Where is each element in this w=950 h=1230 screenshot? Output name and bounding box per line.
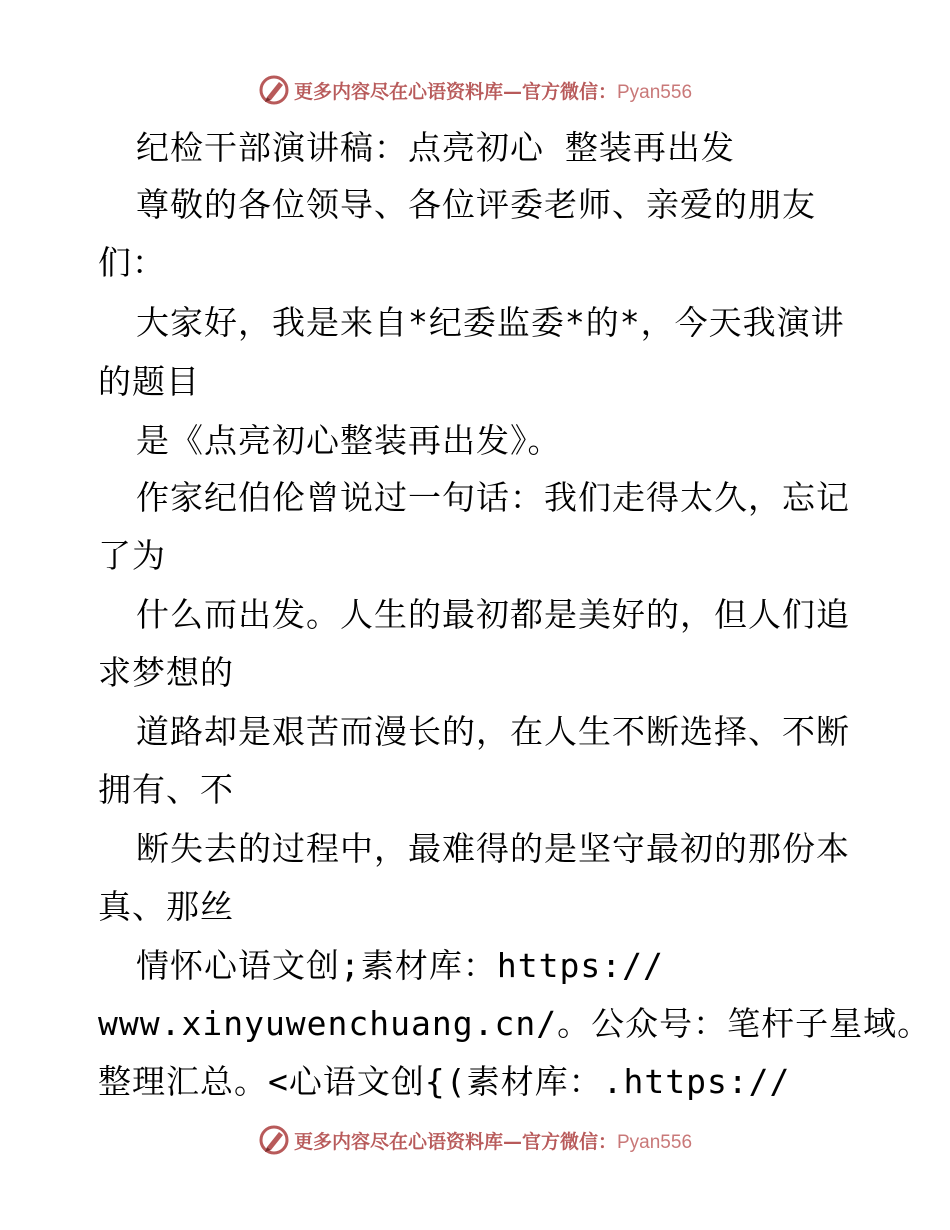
text-line: 尊敬的各位领导、各位评委老师、亲爱的朋友 bbox=[136, 185, 816, 224]
text-line: 真、那丝 bbox=[98, 887, 234, 926]
document-title: 纪检干部演讲稿：点亮初心 整装再出发 bbox=[136, 128, 735, 167]
header-banner-text: 更多内容尽在心语资料库—官方微信：Pyan556 bbox=[293, 80, 693, 103]
footer-banner bbox=[0, 1120, 950, 1160]
text-line: 整理汇总。<心语文创{(素材库：.https:// bbox=[98, 1062, 791, 1101]
text-line: www.xinyuwenchuang.cn/。公众号：笔杆子星域。 bbox=[98, 1004, 932, 1043]
text-line: 是《点亮初心整装再出发》。 bbox=[136, 421, 562, 460]
header-banner bbox=[0, 70, 950, 110]
pen-logo-icon bbox=[258, 1124, 290, 1156]
text-line: 情怀心语文创;素材库：https:// bbox=[136, 946, 664, 985]
text-line: 的题目 bbox=[98, 362, 200, 401]
text-line: 求梦想的 bbox=[98, 653, 234, 692]
text-line: 作家纪伯伦曾说过一句话：我们走得太久，忘记 bbox=[136, 478, 850, 517]
pen-logo-icon bbox=[258, 74, 290, 106]
text-line: 了为 bbox=[98, 536, 166, 575]
text-line: 断失去的过程中，最难得的是坚守最初的那份本 bbox=[136, 829, 850, 868]
text-line: 什么而出发。人生的最初都是美好的，但人们追 bbox=[136, 595, 850, 634]
text-line: 拥有、不 bbox=[98, 770, 234, 809]
footer-banner-text: 更多内容尽在心语资料库—官方微信：Pyan556 bbox=[293, 1130, 693, 1153]
text-line: 大家好，我是来自*纪委监委*的*，今天我演讲 bbox=[136, 303, 845, 342]
text-line: 们： bbox=[98, 243, 166, 282]
text-line: 道路却是艰苦而漫长的，在人生不断选择、不断 bbox=[136, 712, 850, 751]
